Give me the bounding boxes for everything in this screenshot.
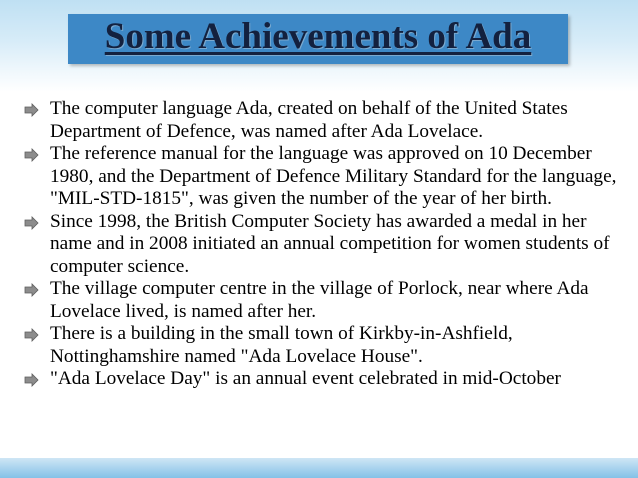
list-item <box>24 323 624 368</box>
bullet-arrow-icon <box>24 148 39 162</box>
bullet-text: The reference manual for the language was approved on 10 December 1980, and the Department of Defence Military Standard for the language, "MIL-STD-1815", was given the number of the year of her birth. <box>50 143 617 209</box>
bullet-text: Since 1998, the British Computer Society has awarded a medal in her name and in 2008 initiated an annual competition for women students of computer science. <box>50 210 610 277</box>
bullet-text: The village computer centre in the village of Porlock, near where Ada Lovelace lived, is named after her. <box>50 278 589 322</box>
footer-band <box>0 458 638 478</box>
list-item <box>24 143 624 211</box>
list-item <box>24 368 624 391</box>
bullet-text: "Ada Lovelace Day" is an annual event celebrated in mid-October <box>50 368 561 389</box>
bullet-list <box>24 98 624 391</box>
bullet-arrow-icon <box>24 283 39 297</box>
bullet-arrow-icon <box>24 373 39 387</box>
bullet-arrow-icon <box>24 216 39 230</box>
list-item <box>24 98 624 143</box>
list-item <box>24 211 624 279</box>
list-item <box>24 278 624 323</box>
bullet-text: There is a building in the small town of Kirkby-in-Ashfield, Nottinghamshire named "Ada Lovelace House". <box>50 323 513 367</box>
bullet-arrow-icon <box>24 103 39 117</box>
slide-title: Some Achievements of Ada <box>104 16 532 57</box>
bullet-text: The computer language Ada, created on behalf of the United States Department of Defence, was named after Ada Lovelace. <box>50 98 568 142</box>
bullet-arrow-icon <box>24 328 39 342</box>
